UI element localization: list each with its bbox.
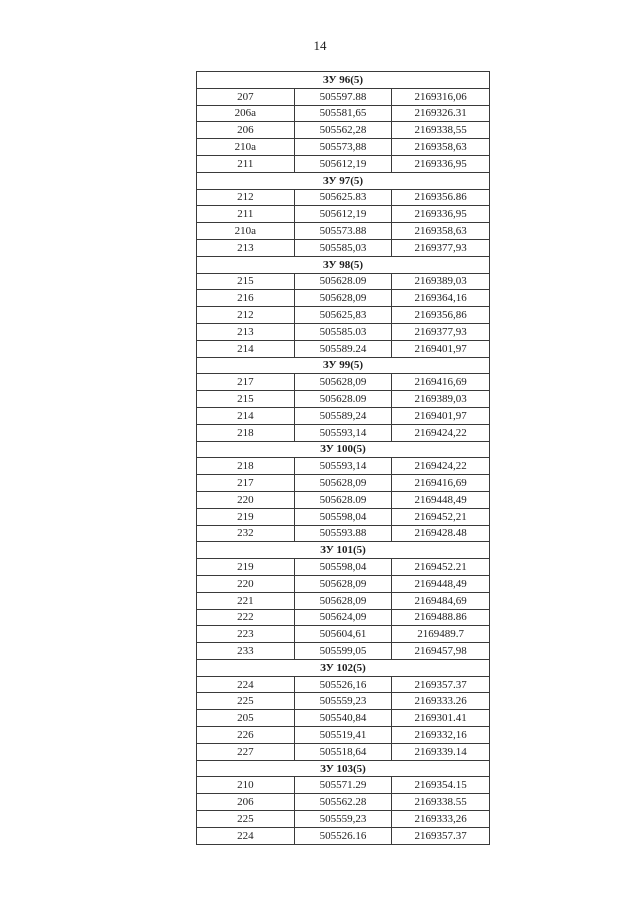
table-row xyxy=(197,777,490,794)
y-coordinate-cell: 2169484,69 xyxy=(392,592,490,609)
y-coordinate-cell: 2169452.21 xyxy=(392,559,490,576)
y-coordinate-cell: 2169336,95 xyxy=(392,155,490,172)
x-coordinate-cell: 505589.24 xyxy=(294,340,392,357)
table-row xyxy=(197,491,490,508)
y-coordinate-cell: 2169389,03 xyxy=(392,273,490,290)
point-number-cell: 210а xyxy=(197,139,295,156)
x-coordinate-cell: 505628,09 xyxy=(294,575,392,592)
x-coordinate-cell: 505526.16 xyxy=(294,827,392,844)
point-number-cell: 232 xyxy=(197,525,295,542)
table-row xyxy=(197,323,490,340)
table-row xyxy=(197,307,490,324)
plot-header-row xyxy=(197,659,490,676)
point-number-cell: 216 xyxy=(197,290,295,307)
table-row xyxy=(197,592,490,609)
table-row xyxy=(197,676,490,693)
table-row xyxy=(197,609,490,626)
y-coordinate-cell: 2169488.86 xyxy=(392,609,490,626)
table-row xyxy=(197,273,490,290)
x-coordinate-cell: 505604,61 xyxy=(294,626,392,643)
point-number-cell: 224 xyxy=(197,676,295,693)
x-coordinate-cell: 505559,23 xyxy=(294,811,392,828)
point-number-cell: 219 xyxy=(197,508,295,525)
plot-title: ЗУ 99(5) xyxy=(197,357,490,374)
y-coordinate-cell: 2169358,63 xyxy=(392,139,490,156)
point-number-cell: 206 xyxy=(197,122,295,139)
table-row xyxy=(197,727,490,744)
point-number-cell: 223 xyxy=(197,626,295,643)
y-coordinate-cell: 2169316,06 xyxy=(392,88,490,105)
x-coordinate-cell: 505625.83 xyxy=(294,189,392,206)
y-coordinate-cell: 2169338.55 xyxy=(392,794,490,811)
table-row xyxy=(197,827,490,844)
table-row xyxy=(197,223,490,240)
y-coordinate-cell: 2169424,22 xyxy=(392,458,490,475)
x-coordinate-cell: 505612,19 xyxy=(294,206,392,223)
table-row xyxy=(197,508,490,525)
y-coordinate-cell: 2169358,63 xyxy=(392,223,490,240)
y-coordinate-cell: 2169416,69 xyxy=(392,475,490,492)
coordinates-table-body xyxy=(197,72,490,845)
point-number-cell: 221 xyxy=(197,592,295,609)
y-coordinate-cell: 2169401,97 xyxy=(392,340,490,357)
plot-header-row xyxy=(197,256,490,273)
table-row xyxy=(197,239,490,256)
x-coordinate-cell: 505628,09 xyxy=(294,290,392,307)
table-row xyxy=(197,122,490,139)
plot-title: ЗУ 101(5) xyxy=(197,542,490,559)
y-coordinate-cell: 2169401,97 xyxy=(392,407,490,424)
coordinates-table xyxy=(196,71,490,845)
x-coordinate-cell: 505593,14 xyxy=(294,424,392,441)
plot-title: ЗУ 103(5) xyxy=(197,760,490,777)
x-coordinate-cell: 505526,16 xyxy=(294,676,392,693)
x-coordinate-cell: 505573,88 xyxy=(294,139,392,156)
table-row xyxy=(197,525,490,542)
x-coordinate-cell: 505589,24 xyxy=(294,407,392,424)
point-number-cell: 214 xyxy=(197,340,295,357)
point-number-cell: 227 xyxy=(197,743,295,760)
table-row xyxy=(197,710,490,727)
table-row xyxy=(197,794,490,811)
x-coordinate-cell: 505598,04 xyxy=(294,559,392,576)
y-coordinate-cell: 2169377,93 xyxy=(392,323,490,340)
point-number-cell: 217 xyxy=(197,374,295,391)
point-number-cell: 214 xyxy=(197,407,295,424)
x-coordinate-cell: 505598,04 xyxy=(294,508,392,525)
table-row xyxy=(197,693,490,710)
x-coordinate-cell: 505625,83 xyxy=(294,307,392,324)
x-coordinate-cell: 505585,03 xyxy=(294,239,392,256)
y-coordinate-cell: 2169354.15 xyxy=(392,777,490,794)
y-coordinate-cell: 2169364,16 xyxy=(392,290,490,307)
point-number-cell: 213 xyxy=(197,323,295,340)
plot-header-row xyxy=(197,172,490,189)
plot-header-row xyxy=(197,72,490,89)
x-coordinate-cell: 505628,09 xyxy=(294,374,392,391)
y-coordinate-cell: 2169448,49 xyxy=(392,575,490,592)
point-number-cell: 224 xyxy=(197,827,295,844)
point-number-cell: 219 xyxy=(197,559,295,576)
point-number-cell: 212 xyxy=(197,307,295,324)
y-coordinate-cell: 2169356.86 xyxy=(392,189,490,206)
x-coordinate-cell: 505628.09 xyxy=(294,391,392,408)
x-coordinate-cell: 505628,09 xyxy=(294,592,392,609)
x-coordinate-cell: 505562.28 xyxy=(294,794,392,811)
point-number-cell: 210а xyxy=(197,223,295,240)
table-row xyxy=(197,575,490,592)
point-number-cell: 225 xyxy=(197,811,295,828)
x-coordinate-cell: 505562,28 xyxy=(294,122,392,139)
x-coordinate-cell: 505593.88 xyxy=(294,525,392,542)
y-coordinate-cell: 2169339.14 xyxy=(392,743,490,760)
table-row xyxy=(197,643,490,660)
point-number-cell: 217 xyxy=(197,475,295,492)
y-coordinate-cell: 2169326.31 xyxy=(392,105,490,122)
table-row xyxy=(197,391,490,408)
x-coordinate-cell: 505519,41 xyxy=(294,727,392,744)
table-row xyxy=(197,458,490,475)
plot-title: ЗУ 100(5) xyxy=(197,441,490,458)
table-row xyxy=(197,374,490,391)
y-coordinate-cell: 2169357.37 xyxy=(392,827,490,844)
point-number-cell: 212 xyxy=(197,189,295,206)
x-coordinate-cell: 505559,23 xyxy=(294,693,392,710)
x-coordinate-cell: 505628,09 xyxy=(294,475,392,492)
page-number: 14 xyxy=(313,38,327,53)
y-coordinate-cell: 2169356,86 xyxy=(392,307,490,324)
point-number-cell: 211 xyxy=(197,155,295,172)
point-number-cell: 218 xyxy=(197,424,295,441)
point-number-cell: 225 xyxy=(197,693,295,710)
table-row xyxy=(197,105,490,122)
table-row xyxy=(197,475,490,492)
x-coordinate-cell: 505628.09 xyxy=(294,491,392,508)
x-coordinate-cell: 505540,84 xyxy=(294,710,392,727)
y-coordinate-cell: 2169457,98 xyxy=(392,643,490,660)
y-coordinate-cell: 2169428.48 xyxy=(392,525,490,542)
x-coordinate-cell: 505518,64 xyxy=(294,743,392,760)
x-coordinate-cell: 505571.29 xyxy=(294,777,392,794)
point-number-cell: 210 xyxy=(197,777,295,794)
table-row xyxy=(197,88,490,105)
y-coordinate-cell: 2169333,26 xyxy=(392,811,490,828)
table-row xyxy=(197,424,490,441)
y-coordinate-cell: 2169452,21 xyxy=(392,508,490,525)
plot-title: ЗУ 96(5) xyxy=(197,72,490,89)
plot-header-row xyxy=(197,357,490,374)
y-coordinate-cell: 2169489.7 xyxy=(392,626,490,643)
plot-title: ЗУ 97(5) xyxy=(197,172,490,189)
point-number-cell: 215 xyxy=(197,273,295,290)
y-coordinate-cell: 2169338,55 xyxy=(392,122,490,139)
plot-title: ЗУ 98(5) xyxy=(197,256,490,273)
y-coordinate-cell: 2169333.26 xyxy=(392,693,490,710)
y-coordinate-cell: 2169424,22 xyxy=(392,424,490,441)
y-coordinate-cell: 2169336,95 xyxy=(392,206,490,223)
table-row xyxy=(197,155,490,172)
table-row xyxy=(197,340,490,357)
point-number-cell: 211 xyxy=(197,206,295,223)
x-coordinate-cell: 505624,09 xyxy=(294,609,392,626)
y-coordinate-cell: 2169357.37 xyxy=(392,676,490,693)
y-coordinate-cell: 2169448,49 xyxy=(392,491,490,508)
x-coordinate-cell: 505628.09 xyxy=(294,273,392,290)
table-row xyxy=(197,290,490,307)
table-row xyxy=(197,139,490,156)
table-row xyxy=(197,626,490,643)
x-coordinate-cell: 505593,14 xyxy=(294,458,392,475)
plot-title: ЗУ 102(5) xyxy=(197,659,490,676)
x-coordinate-cell: 505573.88 xyxy=(294,223,392,240)
x-coordinate-cell: 505612,19 xyxy=(294,155,392,172)
y-coordinate-cell: 2169416,69 xyxy=(392,374,490,391)
x-coordinate-cell: 505597.88 xyxy=(294,88,392,105)
plot-header-row xyxy=(197,760,490,777)
x-coordinate-cell: 505599,05 xyxy=(294,643,392,660)
plot-header-row xyxy=(197,441,490,458)
table-row xyxy=(197,559,490,576)
point-number-cell: 233 xyxy=(197,643,295,660)
y-coordinate-cell: 2169377,93 xyxy=(392,239,490,256)
point-number-cell: 220 xyxy=(197,491,295,508)
point-number-cell: 206 xyxy=(197,794,295,811)
point-number-cell: 226 xyxy=(197,727,295,744)
table-row xyxy=(197,189,490,206)
point-number-cell: 220 xyxy=(197,575,295,592)
table-row xyxy=(197,206,490,223)
x-coordinate-cell: 505585.03 xyxy=(294,323,392,340)
plot-header-row xyxy=(197,542,490,559)
table-row xyxy=(197,407,490,424)
point-number-cell: 206а xyxy=(197,105,295,122)
point-number-cell: 207 xyxy=(197,88,295,105)
y-coordinate-cell: 2169389,03 xyxy=(392,391,490,408)
table-row xyxy=(197,743,490,760)
x-coordinate-cell: 505581,65 xyxy=(294,105,392,122)
point-number-cell: 218 xyxy=(197,458,295,475)
table-row xyxy=(197,811,490,828)
y-coordinate-cell: 2169332,16 xyxy=(392,727,490,744)
point-number-cell: 222 xyxy=(197,609,295,626)
point-number-cell: 215 xyxy=(197,391,295,408)
point-number-cell: 205 xyxy=(197,710,295,727)
point-number-cell: 213 xyxy=(197,239,295,256)
y-coordinate-cell: 2169301.41 xyxy=(392,710,490,727)
